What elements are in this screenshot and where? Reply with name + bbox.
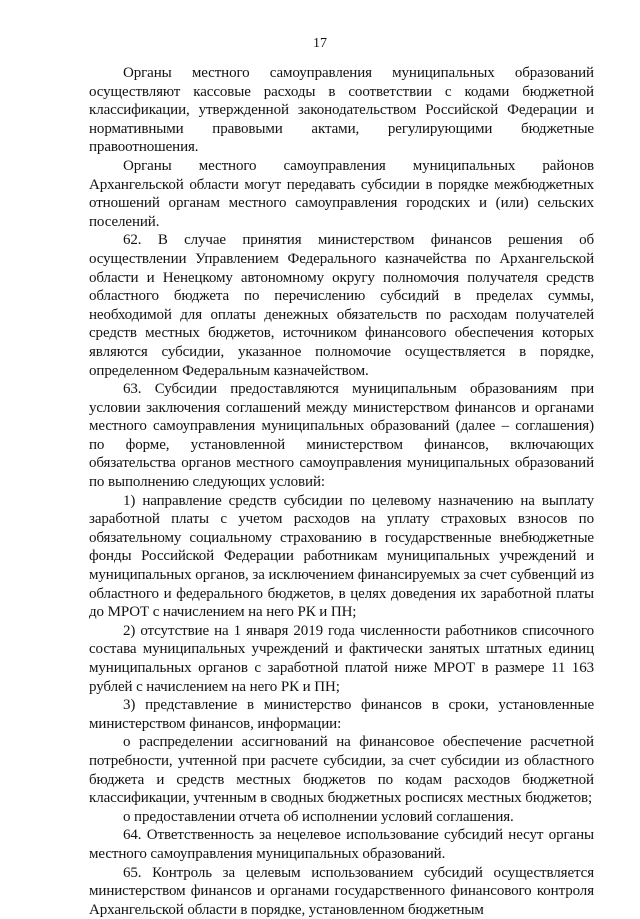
document-body	[89, 64, 594, 919]
paragraph-65: 65. Контроль за целевым использованием субсидий осуществляется министерством финансов и органами государственного финансового контроля Архангельской области в порядке, установленном бюджетным	[89, 864, 594, 918]
paragraph-63: 63. Субсидии предоставляются муниципальным образованиям при условии заключения соглашений между министерством финансов и органами местного самоуправления муниципальных образований (далее – соглашения) по форме, установленной министерством финансов, включающих обязательства органов местного самоуправления муниципальных образований по выполнению следующих условий:	[89, 381, 594, 491]
page-number: 17	[313, 36, 327, 51]
info-item-otchet: о предоставлении отчета об исполнении условий соглашения.	[123, 808, 514, 825]
info-item-raspredelenie: о распределении ассигнований на финансовое обеспечение расчетной потребности, учтенной при расчете субсидии, за счет субсидии из областного бюджета и средств местных бюджетов по кодам расходов бюджетной классификации, учтенным в сводных бюджетных росписях местных бюджетов;	[89, 734, 594, 807]
paragraph-62: 62. В случае принятия министерством финансов решения об осуществлении Управлением Федерального казначейства по Архангельской области и Ненецкому автономному округу полномочия получателя средств областного бюджета по перечислению субсидий в пределах суммы, необходимой для оплаты денежных обязательств по расходам получателей средств местных бюджетов, источником финансового обеспечения которых являются субсидии, указанное полномочие осуществляется в порядке, определенном Федеральным казначейством.	[89, 232, 594, 379]
paragraph-64: 64. Ответственность за нецелевое использование субсидий несут органы местного самоуправления муниципальных образований.	[89, 827, 594, 862]
paragraph-kassovye-raskhody: Органы местного самоуправления муниципальных образований осуществляют кассовые расходы в соответствии с кодами бюджетной классификации, утвержденной законодательством Российской Федерации и нормативными правовыми актами, регулирующими бюджетные правоотношения.	[89, 65, 594, 156]
paragraph-peredacha-subsidiy: Органы местного самоуправления муниципальных районов Архангельской области могут передавать субсидии в порядке межбюджетных отношений органам местного самоуправления городских и (или) сельских поселений.	[89, 157, 594, 230]
condition-1: 1) направление средств субсидии по целевому назначению на выплату заработной платы с учетом расходов на уплату страховых взносов по обязательному социальному страхованию в государственные внебюджетные фонды Российской Федерации работникам муниципальных учреждений и муниципальных органов, за исключением финансируемых за счет субвенций из областного и федерального бюджетов, в целях доведения их заработной платы до МРОТ с начислением на него РК и ПН;	[89, 492, 594, 621]
condition-2: 2) отсутствие на 1 января 2019 года численности работников списочного состава муниципальных учреждений и фактически занятых штатных единиц муниципальных органов с заработной платой ниже МРОТ в размере 11 163 рублей с начислением на него РК и ПН;	[89, 622, 594, 695]
condition-3: 3) представление в министерство финансов в сроки, установленные министерством финансов, информации:	[89, 697, 594, 732]
